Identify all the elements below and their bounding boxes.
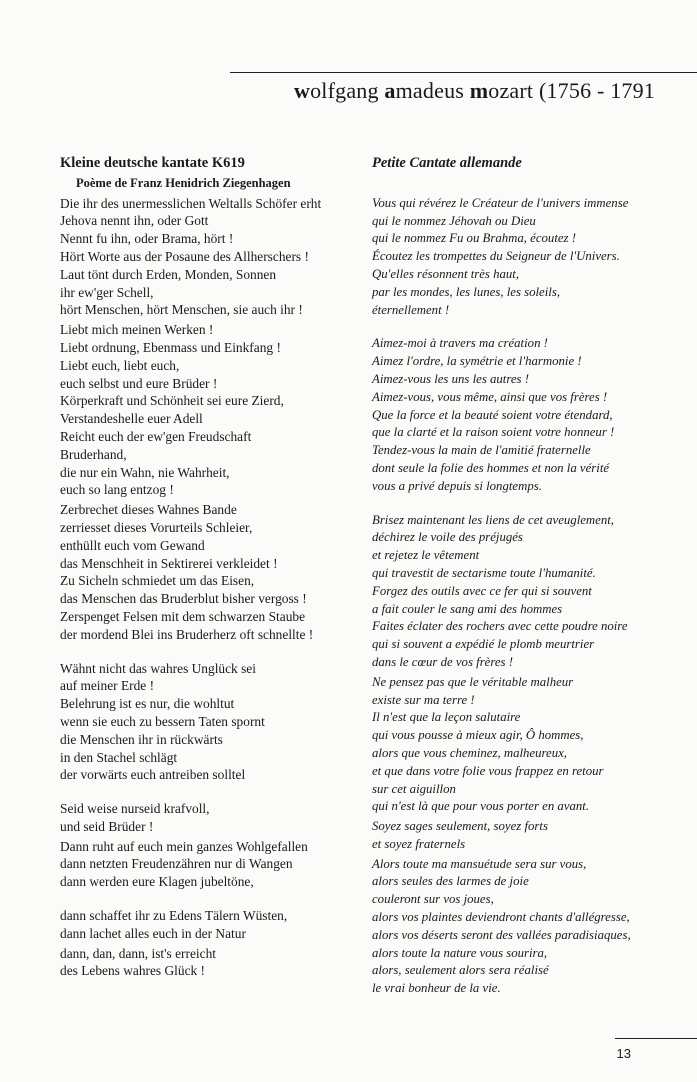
french-column	[372, 155, 672, 998]
poem-line: euch so lang entzog !	[60, 482, 174, 498]
poem-line: Reicht euch der ew'gen Freudschaft	[60, 428, 252, 444]
french-title: Petite Cantate allemande	[372, 155, 522, 171]
poem-line: euch selbst und eure Brüder !	[60, 375, 218, 391]
poem-line: éternellement !	[372, 302, 450, 317]
german-stanza	[60, 907, 360, 943]
poem-line: Aimez-moi à travers ma création !	[372, 336, 548, 351]
poem-line: alors vos déserts seront des vallées paradisiaques,	[372, 927, 631, 942]
poem-line: Aimez-vous, vous même, ainsi que vos frères !	[372, 389, 608, 404]
german-stanza	[60, 945, 360, 981]
stanza-gap	[372, 319, 672, 335]
poem-line: a fait couler le sang ami des hommes	[372, 601, 563, 616]
poem-line: der mordend Blei ins Bruderherz oft schnellte !	[60, 626, 314, 642]
german-stanza	[60, 195, 360, 320]
stanza-gap	[60, 784, 360, 800]
poem-line: alors que vous cheminez, malheureux,	[372, 745, 567, 760]
poem-line: hört Menschen, hört Menschen, sie auch ihr !	[60, 302, 303, 318]
poem-line: auf meiner Erde !	[60, 678, 155, 694]
poem-line: qui le nommez Jéhovah ou Dieu	[372, 213, 536, 228]
footer-rule	[615, 1038, 697, 1039]
poem-line: qui travestit de sectarisme toute l'humanité.	[372, 565, 596, 580]
poem-line: enthüllt euch vom Gewand	[60, 537, 205, 553]
german-stanza	[60, 660, 360, 785]
poem-line: et que dans votre folie vous frappez en retour	[372, 763, 604, 778]
poem-line: Liebt euch, liebt euch,	[60, 357, 180, 373]
header-rule	[230, 72, 697, 73]
poem-line: wenn sie euch zu bessern Taten spornt	[60, 713, 265, 729]
poem-line: dann lachet alles euch in der Natur	[60, 925, 246, 941]
poem-line: Alors toute ma mansuétude sera sur vous,	[372, 856, 587, 871]
german-stanza	[60, 800, 360, 836]
stanza-gap	[372, 496, 672, 512]
poem-line: qui vous pousse à mieux agir, Ô hommes,	[372, 728, 584, 743]
german-column	[60, 155, 360, 980]
poem-line: dann, dan, dann, ist's erreicht	[60, 945, 216, 961]
german-stanza	[60, 321, 360, 499]
poem-line: dann netzten Freudenzähren nur di Wangen	[60, 856, 293, 872]
german-poem	[60, 195, 360, 981]
poem-line: Brisez maintenant les liens de cet aveuglement,	[372, 512, 615, 527]
poem-line: zerriesset dieses Vorurteils Schleier,	[60, 519, 253, 535]
poem-line: Aimez-vous les uns les autres !	[372, 371, 529, 386]
poem-line: le vrai bonheur de la vie.	[372, 981, 501, 996]
poem-line: Seid weise nurseid krafvoll,	[60, 801, 210, 817]
stanza-gap	[60, 891, 360, 907]
poem-line: der vorwärts euch antreiben solltel	[60, 767, 246, 783]
poem-line: Verstandeshelle euer Adell	[60, 411, 203, 427]
german-stanza	[60, 838, 360, 891]
poem-line: alors seules des larmes de joie	[372, 874, 529, 889]
poem-line: qui n'est là que pour vous porter en avant.	[372, 799, 590, 814]
poem-line: Bruderhand,	[60, 446, 127, 462]
poem-line: dont seule la folie des hommes et non la vérité	[372, 460, 610, 475]
poem-line: dann schaffet ihr zu Edens Tälern Wüsten,	[60, 908, 288, 924]
poem-line: Liebt mich meinen Werken !	[60, 322, 214, 338]
poem-line: Que la force et la beauté soient votre étendard,	[372, 407, 613, 422]
poem-line: que la clarté et la raison soient votre honneur !	[372, 425, 615, 440]
poem-line: Forgez des outils avec ce fer qui si souvent	[372, 583, 592, 598]
poem-line: et rejetez le vêtement	[372, 548, 480, 563]
header-dates: (1756 - 1791	[538, 78, 655, 103]
poem-line: Il n'est que la leçon salutaire	[372, 710, 521, 725]
poem-line: Écoutez les trompettes du Seigneur de l'Univers.	[372, 249, 620, 264]
poem-line: Zerbrechet dieses Wahnes Bande	[60, 502, 237, 518]
poem-line: alors toute la nature vous sourira,	[372, 945, 548, 960]
german-title: Kleine deutsche kantate K619	[60, 155, 245, 171]
poem-line: Belehrung ist es nur, die wohltut	[60, 696, 235, 712]
poem-line: und seid Brüder !	[60, 818, 154, 834]
french-stanza	[372, 335, 672, 495]
poem-line: Laut tönt durch Erden, Monden, Sonnen	[60, 266, 277, 282]
french-stanza	[372, 195, 672, 320]
poem-line: in den Stachel schlägt	[60, 749, 178, 765]
poem-line: dann werden eure Klagen jubeltöne,	[60, 874, 254, 890]
french-stanza	[372, 818, 672, 854]
poem-line: Soyez sages seulement, soyez forts	[372, 819, 548, 834]
french-stanza	[372, 674, 672, 816]
poem-line: déchirez le voile des préjugés	[372, 530, 523, 545]
poem-line: Dann ruht auf euch mein ganzes Wohlgefallen	[60, 838, 308, 854]
poem-line: et soyez fraternels	[372, 836, 466, 851]
header-text-ozart: ozart	[488, 78, 539, 103]
poem-line: par les mondes, les lunes, les soleils,	[372, 284, 561, 299]
poem-line: Zu Sicheln schmiedet um das Eisen,	[60, 573, 255, 589]
header-text-olfgang: olfgang	[310, 78, 385, 103]
poem-line: qui si souvent a expédié le plomb meurtrier	[372, 637, 595, 652]
poem-line: sur cet aiguillon	[372, 781, 456, 796]
header-initial-a: a	[384, 78, 396, 103]
french-stanza	[372, 512, 672, 672]
poem-line: Faites éclater des rochers avec cette poudre noire	[372, 619, 628, 634]
poem-line: Nennt fu ihn, oder Brama, hört !	[60, 231, 234, 247]
poem-line: alors vos plaintes deviendront chants d'allégresse,	[372, 910, 630, 925]
poem-line: Jehova nennt ihn, oder Gott	[60, 213, 209, 229]
poem-line: Aimez l'ordre, la symétrie et l'harmonie !	[372, 354, 582, 369]
french-poem	[372, 195, 672, 998]
poem-line: das Menschen das Bruderblut bisher vergoss !	[60, 591, 307, 607]
poem-line: alors, seulement alors sera réalisé	[372, 963, 549, 978]
poem-line: Wähnt nicht das wahres Unglück sei	[60, 660, 256, 676]
poem-line: Zerspenget Felsen mit dem schwarzen Staube	[60, 608, 306, 624]
poem-line: die Menschen ihr in rückwärts	[60, 731, 223, 747]
poem-line: dans le cœur de vos frères !	[372, 654, 513, 669]
poem-line: des Lebens wahres Glück !	[60, 963, 206, 979]
header-text-madeus: madeus	[395, 78, 470, 103]
poem-line: qui le nommez Fu ou Brahma, écoutez !	[372, 231, 577, 246]
german-stanza	[60, 501, 360, 643]
page-header	[294, 78, 655, 104]
header-initial-m: m	[469, 78, 489, 103]
german-subtitle: Poème de Franz Henidrich Ziegenhagen	[76, 175, 291, 190]
poem-line: vous a privé depuis si longtemps.	[372, 478, 542, 493]
french-stanza	[372, 856, 672, 998]
poem-line: Ne pensez pas que le véritable malheur	[372, 674, 574, 689]
header-initial-w: w	[294, 78, 311, 103]
poem-line: Hört Worte aus der Posaune des Allherschers !	[60, 248, 309, 264]
poem-line: Liebt ordnung, Ebenmass und Einkfang !	[60, 339, 281, 355]
poem-line: existe sur ma terre !	[372, 692, 475, 707]
poem-line: Qu'elles résonnent très haut,	[372, 266, 520, 281]
poem-line: das Menschheit in Sektirerei verkleidet !	[60, 555, 278, 571]
poem-line: couleront sur vos joues,	[372, 892, 494, 907]
page-number: 13	[616, 1046, 631, 1061]
poem-line: Die ihr des unermesslichen Weltalls Schöfer erht	[60, 195, 322, 211]
poem-line: Körperkraft und Schönheit sei eure Zierd,	[60, 393, 284, 409]
poem-line: Tendez-vous la main de l'amitié fraternelle	[372, 443, 591, 458]
poem-line: die nur ein Wahn, nie Wahrheit,	[60, 464, 230, 480]
poem-line: Vous qui révérez le Créateur de l'univers immense	[372, 195, 629, 210]
poem-line: ihr ew'ger Schell,	[60, 284, 154, 300]
stanza-gap	[60, 644, 360, 660]
